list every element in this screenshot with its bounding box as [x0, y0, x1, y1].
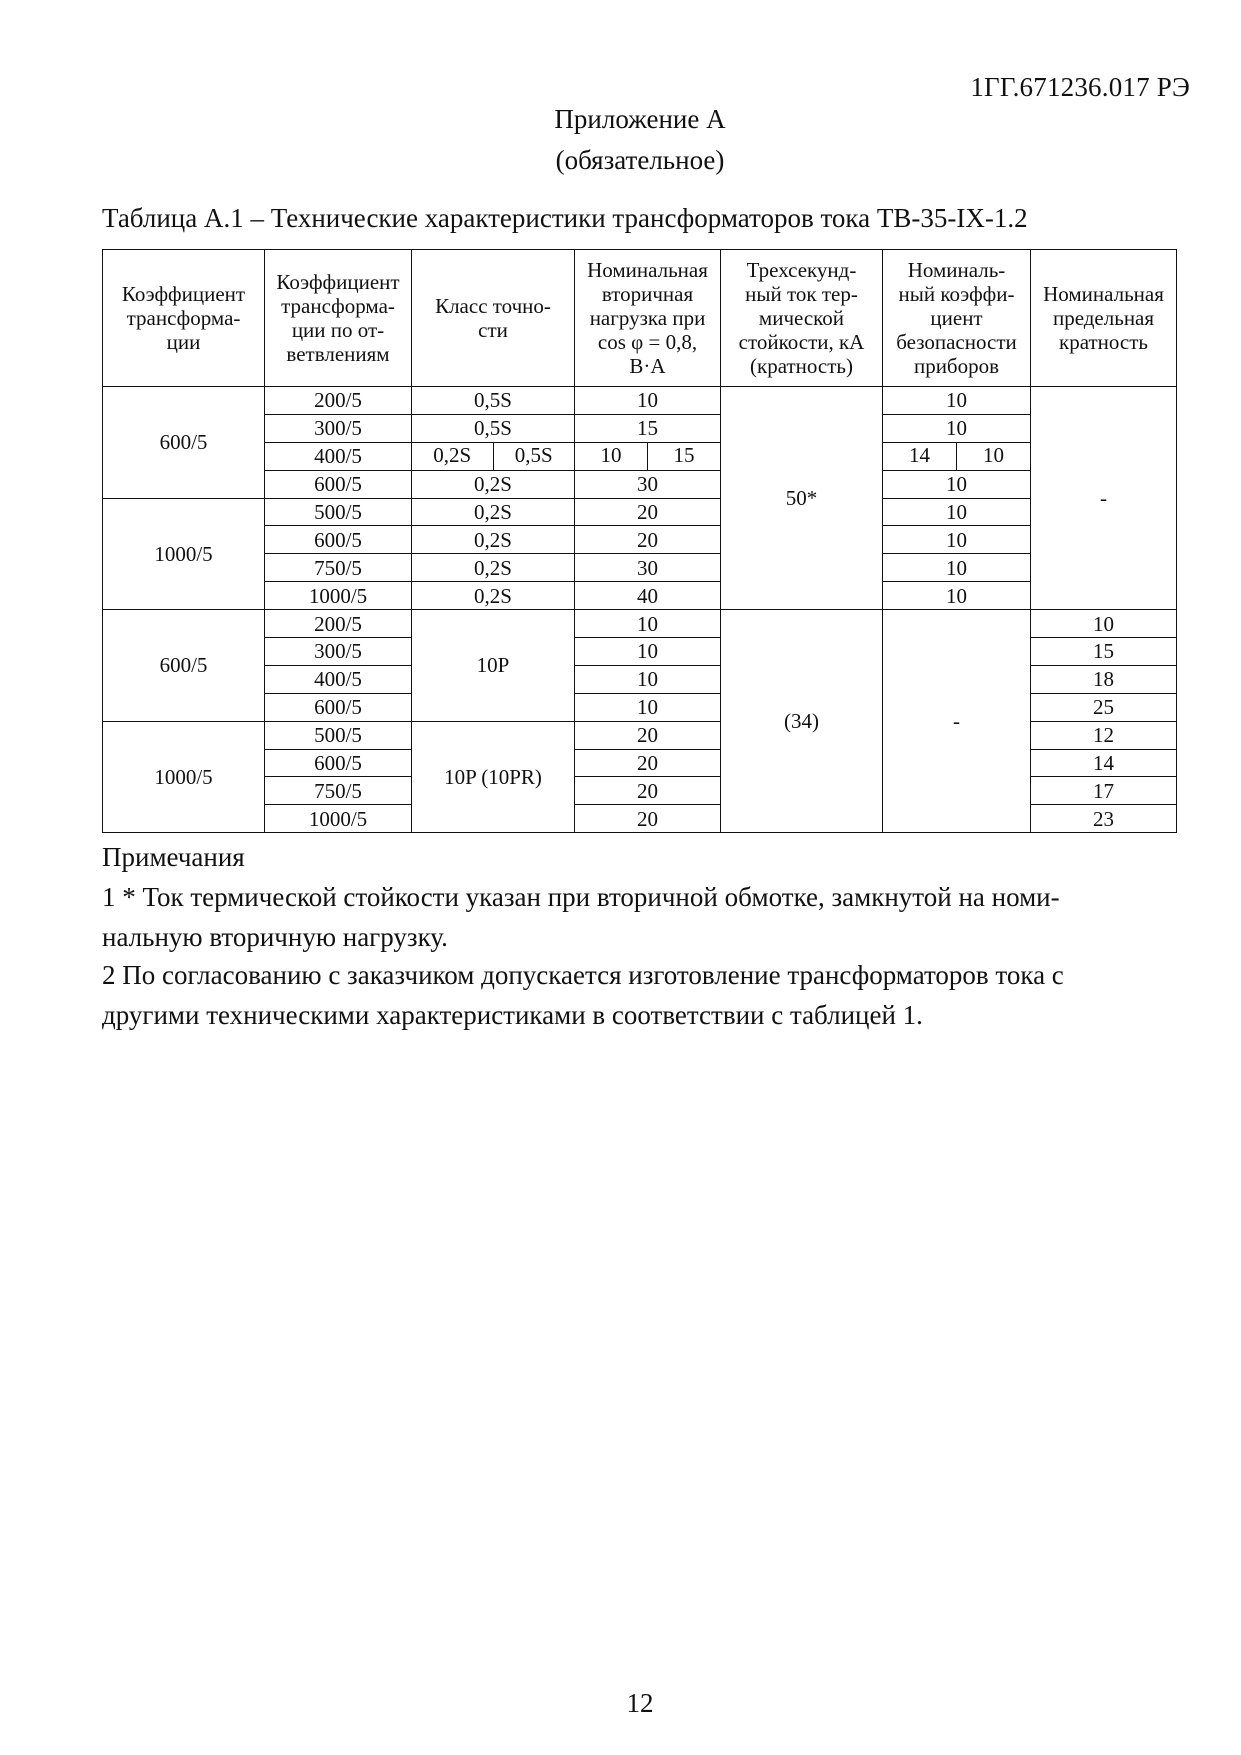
- load-cell: 10: [575, 665, 721, 693]
- load-cell: 40: [575, 582, 721, 610]
- safety-cell-split: [883, 442, 1031, 470]
- note-1-line-2: нальную вторичную нагрузку.: [102, 922, 448, 952]
- table-row: [103, 526, 1177, 554]
- col-header-rated-load: Номинальная вторичная нагрузка при cos φ = 0,8, В·А: [575, 250, 721, 387]
- table-caption: Таблица А.1 – Технические характеристики трансформаторов тока ТВ-35-IX-1.2: [102, 203, 1028, 233]
- class-value: 0,2S: [433, 442, 472, 467]
- load-cell: 20: [575, 749, 721, 777]
- load-cell: 20: [575, 777, 721, 805]
- ratio-cell: 1000/5: [103, 498, 265, 610]
- load-cell: 10: [575, 638, 721, 666]
- tap-cell: 500/5: [265, 498, 412, 526]
- limit-factor-cell: -: [1031, 387, 1177, 610]
- table-row: [103, 554, 1177, 582]
- col-header-accuracy-class: Класс точно- сти: [412, 250, 575, 387]
- load-cell-split: [575, 442, 721, 470]
- class-cell: 0,5S: [412, 387, 575, 415]
- tap-cell: 200/5: [265, 610, 412, 638]
- safety-cell: 10: [883, 387, 1031, 415]
- appendix-title: Приложение А: [554, 104, 726, 134]
- limit-cell: 14: [1031, 749, 1177, 777]
- table-row: [103, 498, 1177, 526]
- table-row: [103, 470, 1177, 498]
- class-cell: 0,2S: [412, 470, 575, 498]
- table-header-row: [103, 250, 1177, 387]
- load-cell: 20: [575, 498, 721, 526]
- document-code: 1ГГ.671236.017 РЭ: [970, 72, 1190, 102]
- class-value: 0,5S: [493, 443, 575, 470]
- load-cell: 20: [575, 526, 721, 554]
- load-cell: 20: [575, 805, 721, 833]
- ratio-cell: 600/5: [103, 387, 265, 499]
- tap-cell: 1000/5: [265, 582, 412, 610]
- notes-heading: Примечания: [102, 842, 245, 872]
- class-cell: 10P (10PR): [412, 721, 575, 833]
- class-cell: 0,2S: [412, 582, 575, 610]
- load-value: 15: [647, 443, 720, 470]
- ratio-cell: 1000/5: [103, 721, 265, 833]
- tap-cell: 600/5: [265, 470, 412, 498]
- tap-cell: 400/5: [265, 665, 412, 693]
- col-header-limit-factor: Номинальная предельная кратность: [1031, 250, 1177, 387]
- limit-cell: 12: [1031, 721, 1177, 749]
- tap-cell: 750/5: [265, 554, 412, 582]
- col-header-safety-factor: Номиналь- ный коэффи- циент безопасности приборов: [883, 250, 1031, 387]
- load-cell: 20: [575, 721, 721, 749]
- limit-cell: 25: [1031, 693, 1177, 721]
- table-row: [103, 414, 1177, 442]
- load-cell: 10: [575, 693, 721, 721]
- safety-cell: 10: [883, 414, 1031, 442]
- tap-cell: 600/5: [265, 749, 412, 777]
- tap-cell: 200/5: [265, 387, 412, 415]
- safety-cell: 10: [883, 498, 1031, 526]
- col-header-tap-ratio: Коэффициент трансформа- ции по от- ветвлениям: [265, 250, 412, 387]
- safety-value: 10: [956, 443, 1030, 470]
- load-cell: 30: [575, 554, 721, 582]
- class-cell: 0,2S: [412, 554, 575, 582]
- load-value: 10: [600, 442, 622, 467]
- load-cell: 10: [575, 387, 721, 415]
- limit-cell: 17: [1031, 777, 1177, 805]
- class-cell: 0,2S: [412, 498, 575, 526]
- tap-cell: 750/5: [265, 777, 412, 805]
- ratio-cell: 600/5: [103, 610, 265, 722]
- safety-cell: 10: [883, 582, 1031, 610]
- thermal-current-cell: (34): [721, 610, 883, 833]
- tap-cell: 1000/5: [265, 805, 412, 833]
- class-cell: 0,5S: [412, 414, 575, 442]
- tap-cell: 300/5: [265, 638, 412, 666]
- class-cell: 10P: [412, 610, 575, 722]
- limit-cell: 18: [1031, 665, 1177, 693]
- table-row: [103, 610, 1177, 638]
- class-cell: 0,2S: [412, 526, 575, 554]
- table-row: [103, 442, 1177, 470]
- class-cell-split: [412, 442, 575, 470]
- page-number: 12: [626, 1688, 654, 1718]
- tap-cell: 400/5: [265, 442, 412, 470]
- limit-cell: 10: [1031, 610, 1177, 638]
- safety-cell: 10: [883, 470, 1031, 498]
- note-2-line-1: 2 По согласованию с заказчиком допускается изготовление трансформаторов тока с: [102, 960, 1064, 990]
- limit-cell: 15: [1031, 638, 1177, 666]
- table-row: [103, 582, 1177, 610]
- load-cell: 10: [575, 610, 721, 638]
- note-1-line-1: 1 * Ток термической стойкости указан при вторичной обмотке, замкнутой на номи-: [102, 882, 1060, 912]
- tap-cell: 500/5: [265, 721, 412, 749]
- note-2-line-2: другими техническими характеристиками в соответствии с таблицей 1.: [102, 1000, 923, 1030]
- safety-cell: 10: [883, 526, 1031, 554]
- appendix-status: (обязательное): [555, 145, 725, 175]
- limit-cell: 23: [1031, 805, 1177, 833]
- thermal-current-cell: 50*: [721, 387, 883, 610]
- tap-cell: 600/5: [265, 693, 412, 721]
- safety-factor-cell: -: [883, 610, 1031, 833]
- safety-cell: 10: [883, 554, 1031, 582]
- tap-cell: 600/5: [265, 526, 412, 554]
- table-row: [103, 387, 1177, 415]
- col-header-thermal-current: Трехсекунд- ный ток тер- мической стойкости, кА (кратность): [721, 250, 883, 387]
- load-cell: 15: [575, 414, 721, 442]
- safety-value: 14: [909, 442, 930, 467]
- col-header-ratio: Коэффициент трансформа- ции: [103, 250, 265, 387]
- load-cell: 30: [575, 470, 721, 498]
- tap-cell: 300/5: [265, 414, 412, 442]
- specifications-table: [102, 249, 1177, 833]
